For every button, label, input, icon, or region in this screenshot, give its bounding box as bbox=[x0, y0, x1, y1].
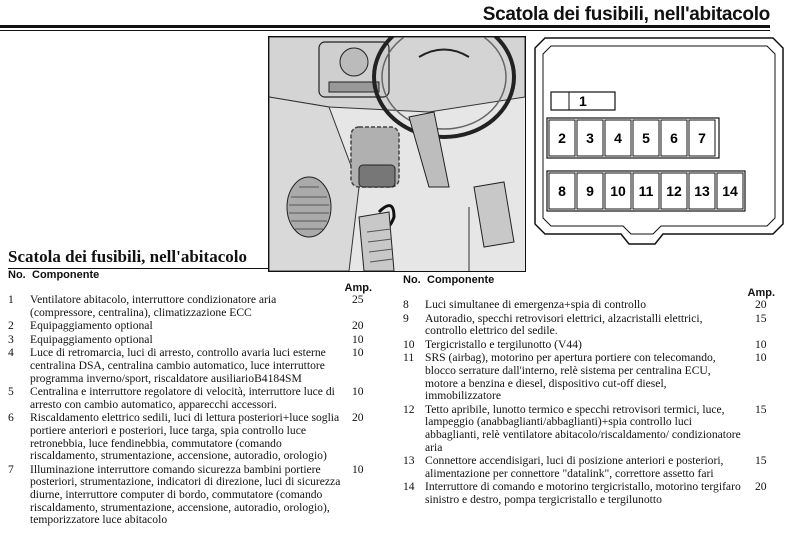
fuse-number: 3 bbox=[8, 332, 14, 346]
fuse-number: 5 bbox=[8, 385, 14, 399]
fuse-row bbox=[8, 386, 382, 411]
fuse-box-diagram bbox=[533, 36, 785, 248]
fuse-number: 8 bbox=[403, 298, 409, 311]
fuse-amp: 15 bbox=[755, 454, 767, 468]
dashboard-illustration bbox=[268, 36, 526, 272]
fuse-amp: 20 bbox=[352, 319, 364, 333]
fuse-row bbox=[403, 404, 785, 454]
header-rule bbox=[0, 25, 770, 28]
fuse-component: Luce di retromarcia, luci di arresto, controllo avaria luci esterne centralina DSA, centralina cambio automatico, luce interruttore programma inverno/sport, riscaldatore ausiliarioB4184SM bbox=[30, 346, 326, 385]
fuse-number: 12 bbox=[403, 402, 415, 416]
fuse-label-1: 1 bbox=[579, 93, 587, 109]
header-rule-thin bbox=[0, 30, 770, 31]
fuse-amp: 10 bbox=[352, 462, 364, 476]
fuse-label-13: 13 bbox=[694, 183, 710, 199]
fuse-number: 6 bbox=[8, 411, 14, 425]
fuse-row bbox=[403, 481, 785, 506]
fuse-label-14: 14 bbox=[722, 183, 738, 199]
fuse-amp: 10 bbox=[755, 351, 767, 365]
fuse-number: 7 bbox=[8, 462, 14, 476]
fuse-label-5: 5 bbox=[642, 130, 650, 146]
fuse-number: 13 bbox=[403, 454, 415, 468]
col-no-header: No. bbox=[8, 269, 26, 281]
fuse-table-left bbox=[8, 269, 382, 528]
fuse-component: Tetto apribile, lunotto termico e specchi retrovisori termici, luce, lampeggio (anabbaglianti/abbaglianti)+spia controllo luci abbaglianti, relè ventilatore abitacolo/riscaldamento/ condizionatore aria bbox=[425, 402, 741, 454]
fuse-amp: 25 bbox=[352, 293, 364, 306]
fuse-box-drawing bbox=[533, 36, 785, 248]
fuse-amp: 20 bbox=[352, 411, 364, 425]
col-amp-header: Amp. bbox=[747, 287, 775, 299]
fuse-component: Equipaggiamento optional bbox=[30, 332, 153, 346]
fuse-component: Ventilatore abitacolo, interruttore condizionatore aria (compressore, centralina), climatizzazione ECC bbox=[30, 293, 277, 319]
fuse-label-7: 7 bbox=[698, 130, 706, 146]
fuse-row bbox=[8, 347, 382, 385]
fuse-number: 11 bbox=[403, 351, 415, 365]
fuse-row bbox=[403, 299, 785, 312]
fuse-row bbox=[403, 455, 785, 480]
fuse-number: 10 bbox=[403, 337, 415, 351]
fuse-row bbox=[8, 464, 382, 527]
fuse-label-11: 11 bbox=[638, 183, 654, 199]
fuse-amp: 10 bbox=[352, 332, 364, 346]
fuse-label-12: 12 bbox=[666, 183, 682, 199]
fuse-component: Autoradio, specchi retrovisori elettrici, alzacristalli elettrici, controllo elettrico del sedile. bbox=[425, 311, 703, 338]
section-title: Scatola dei fusibili, nell'abitacolo bbox=[8, 247, 247, 266]
fuse-amp: 10 bbox=[755, 337, 767, 351]
fuse-component: Tergicristallo e tergilunotto (V44) bbox=[425, 337, 582, 351]
dashboard-drawing bbox=[269, 37, 525, 271]
fuse-number: 2 bbox=[8, 319, 14, 333]
fuse-number: 9 bbox=[403, 311, 409, 325]
table-header bbox=[8, 269, 382, 282]
fuse-label-2: 2 bbox=[558, 130, 566, 146]
fuse-component: Equipaggiamento optional bbox=[30, 319, 153, 333]
fuse-row bbox=[8, 334, 382, 347]
fuse-row bbox=[8, 320, 382, 333]
fuse-component: Connettore accendisigari, luci di posizione anteriori e posteriori, alimentazione per connettore "datalink", correttore assetto fari bbox=[425, 454, 724, 480]
fuse-label-3: 3 bbox=[586, 130, 594, 146]
fuse-component: Riscaldamento elettrico sedili, luci di lettura posteriori+luce soglia portiere anteriori e posteriori, luce targa, spia controllo luce retronebbia, luce fendinebbia, commutatore (comando riscaldamento, strumentazione, accensione, autoradio, orologio) bbox=[30, 411, 340, 463]
col-no-header: No. bbox=[403, 274, 421, 286]
fuse-amp: 15 bbox=[755, 402, 767, 416]
fuse-label-4: 4 bbox=[614, 130, 622, 146]
page-title: Scatola dei fusibili, nell'abitacolo bbox=[482, 4, 770, 25]
fuse-number: 1 bbox=[8, 293, 14, 306]
fuse-component: Centralina e interruttore regolatore di velocità, interruttore luce di arresto con cambio automatico, apparecchi accessori. bbox=[30, 385, 335, 411]
fuse-row bbox=[403, 339, 785, 352]
fuse-amp: 10 bbox=[352, 346, 364, 360]
fuse-amp: 10 bbox=[352, 385, 364, 399]
fuse-label-10: 10 bbox=[610, 183, 626, 199]
fuse-amp: 15 bbox=[755, 311, 767, 325]
fuse-amp: 20 bbox=[755, 480, 767, 494]
fuse-table-right bbox=[403, 274, 785, 508]
fuse-label-8: 8 bbox=[558, 183, 566, 199]
fuse-number: 14 bbox=[403, 480, 415, 494]
col-amp-header: Amp. bbox=[344, 282, 372, 294]
fuse-row bbox=[403, 313, 785, 338]
fuse-label-9: 9 bbox=[586, 183, 594, 199]
col-component-header: Componente bbox=[32, 269, 100, 281]
fuse-label-6: 6 bbox=[670, 130, 678, 146]
fuse-amp: 20 bbox=[755, 298, 767, 311]
fuse-component: Luci simultanee di emergenza+spia di controllo bbox=[425, 298, 647, 311]
fuse-number: 4 bbox=[8, 346, 14, 360]
fuse-row bbox=[8, 412, 382, 462]
fuse-component: Illuminazione interruttore comando sicurezza bambini portiere posteriori, strumentazione, indicatori di direzione, luci di sicurezza diurne, interruttore computer di bordo, commutatore (comando riscaldamento, strumentazione, accensione, autoradio, orologio), temporizzatore luce abitacolo bbox=[30, 462, 341, 527]
col-component-header: Componente bbox=[427, 274, 495, 286]
fuse-row bbox=[8, 294, 382, 319]
table-header bbox=[403, 274, 785, 287]
fuse-component: SRS (airbag), motorino per apertura portiere con telecomando, blocco serrature dall'interno, relè sistema per centralina ECU, motore a benzina e diesel, dispositivo cut-off diesel, immobilizzatore bbox=[425, 351, 716, 403]
fuse-component: Interruttore di comando e motorino tergicristallo, motorino tergifaro sinistro e destro, pompa tergicristallo e tergilunotto bbox=[425, 480, 741, 506]
fuse-row bbox=[403, 352, 785, 402]
